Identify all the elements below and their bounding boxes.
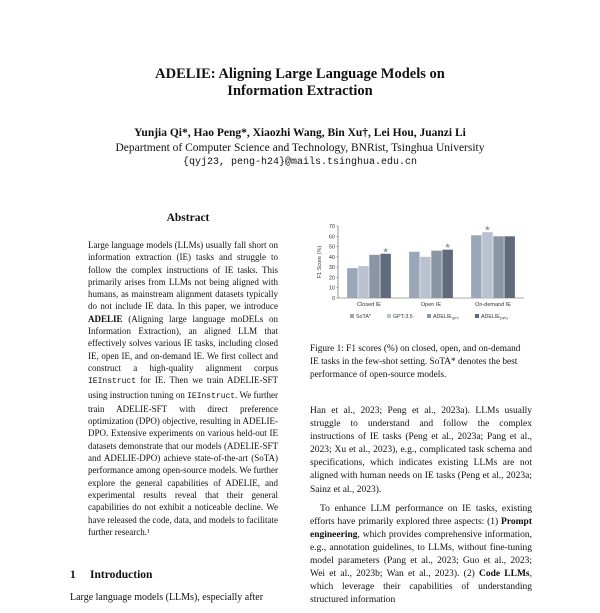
x-tick-label: Closed IE [357, 302, 381, 308]
legend-label-text: SoTA* [356, 314, 371, 320]
bar [442, 250, 453, 298]
x-tick-label: Open IE [420, 302, 442, 308]
paragraph: Han et al., 2023; Peng et al., 2023a). LLMs usually struggle to understand and follow the complex instructions of IE tasks (Peng et al., 2023a; Pang et al., 2023; Xu et al., 2023), e.g., complicated task schema and specifications, which indicates existing LLMs are not aligned with human needs on IE tasks (Peng et al., 2023a; Sainz et al., 2023). [310, 406, 532, 495]
bar [420, 257, 431, 298]
legend-label-subscript: SFT [451, 316, 460, 321]
y-axis-label: F1 Score (%) [317, 245, 323, 279]
y-tick-label: 70 [328, 224, 335, 230]
abstract-heading: Abstract [166, 212, 210, 224]
y-tick-label: 40 [328, 254, 335, 261]
figure-1 [302, 216, 527, 328]
f1-score-chart [302, 216, 527, 328]
paragraph [310, 503, 532, 608]
intro-fragment: Large language models (LLMs), especially after [70, 592, 264, 603]
bold-term: Code LLMs [478, 569, 530, 580]
section-number: 1 [70, 569, 76, 581]
abstract-text: Large language models (LLMs) usually fall short on information extraction (IE) tasks and struggle to follow the complex instructions of IE tasks. This primarily arises from LLMs not being aligned with humans, as mainstream alignment datasets typically do not include IE data. In this paper, we introduce [88, 240, 278, 312]
best-star-marker: ★ [382, 247, 389, 255]
legend-label [356, 314, 371, 320]
figure-caption: Figure 1: F1 scores (%) on closed, open, and on-demand IE tasks in the few-shot setting. SoTA* denotes the best performance of open-source models. [310, 344, 521, 380]
best-star-marker: ★ [484, 225, 491, 233]
x-tick-label: On-demand IE [475, 302, 511, 308]
abstract-corpus-name: IEInstruct [187, 391, 236, 401]
bar [504, 236, 515, 298]
y-tick-label: 50 [328, 244, 335, 251]
bar [431, 251, 442, 298]
email: {qyj23, peng-h24}@mails.tsinghua.edu.cn [182, 157, 418, 168]
y-tick-label: 10 [328, 285, 335, 292]
paragraph-text: , which leverage their capabilities of understanding structured information [310, 569, 532, 606]
right-column-text [310, 405, 532, 613]
bar [471, 235, 482, 298]
paragraph-text: , which provides comprehensive information, e.g., annotation guidelines, to LLMs, without fine-tuning model parameters (Pang et al., 2023; Guo et al., 2023; Wei et al., 2023b; Wan et al., 2023). (2) [310, 529, 532, 580]
abstract-text: (Aligning large language moDELs on Information Extraction), an aligned LLM that effectively solves various IE tasks, including closed IE, open IE, and on-demand IE. We first collect and construct a high-quality alignment corpus [88, 313, 278, 373]
title-line-2: Information Extraction [227, 83, 373, 99]
y-tick-label: 0 [331, 296, 335, 302]
legend-label-text: ADELIE [433, 314, 452, 320]
bar [482, 232, 493, 298]
y-tick-label: 30 [328, 265, 335, 272]
legend-label-subscript: DPO [499, 316, 509, 321]
bar [347, 268, 358, 298]
paper-title [0, 66, 600, 100]
bold-term: Prompt engineering [310, 516, 532, 540]
paragraph-text: To enhance LLM performance on IE tasks, existing efforts have primarily explored three aspects: (1) [310, 503, 532, 527]
legend-swatch [475, 314, 479, 318]
legend-label-text: GPT-3.5 [393, 314, 413, 320]
abstract-text: . We further train ADELIE-SFT with direct preference optimization (DPO) objective, resulting in ADELIE-DPO. Extensive experiments on various held-out IE datasets demonstrate that our models (ADELIE-SFT and ADELIE-DPO) achieve state-of-the-art (SoTA) performance among open-source models. We further explore the general capabilities of ADELIE, and experimental results reveal that their general capabilities do not exhibit a noticeable decline. We have released the code, data, and models to facilitate further research.¹ [88, 389, 278, 537]
bar [380, 254, 391, 298]
abstract-corpus-name: IEInstruct [88, 377, 137, 387]
bar [358, 266, 369, 298]
title-line-1: ADELIE: Aligning Large Language Models on [155, 66, 445, 82]
abstract-model-name: ADELIE [88, 313, 123, 324]
authors: Yunjia Qi*, Hao Peng*, Xiaozhi Wang, Bin Xu†, Lei Hou, Juanzi Li [134, 127, 466, 139]
y-tick-label: 60 [328, 234, 335, 241]
section-title: Introduction [90, 569, 153, 581]
legend-label [481, 314, 508, 321]
legend-label [393, 314, 413, 320]
section-heading [70, 569, 152, 581]
legend-swatch [387, 314, 391, 318]
legend-label [433, 314, 460, 321]
bar [409, 252, 420, 298]
bar [493, 236, 504, 298]
best-star-marker: ★ [444, 243, 451, 251]
abstract-text: for IE. Then we train ADELIE-SFT using instruction tuning on [88, 375, 278, 400]
affiliation: Department of Computer Science and Technology, BNRist, Tsinghua University [115, 142, 485, 154]
bar [369, 255, 380, 298]
legend-label-text: ADELIE [481, 314, 500, 320]
legend-swatch [427, 314, 431, 318]
abstract-body [88, 239, 278, 538]
legend-swatch [350, 314, 354, 318]
y-tick-label: 20 [328, 275, 335, 282]
